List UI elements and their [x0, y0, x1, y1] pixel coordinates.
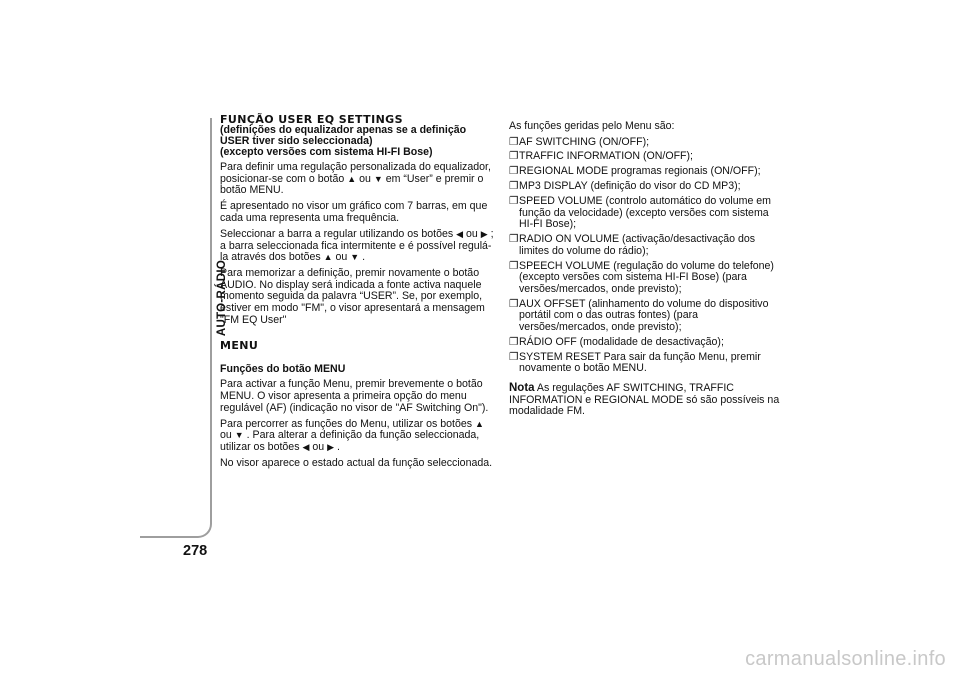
up-arrow-icon: ▲ [474, 418, 484, 429]
down-arrow-icon: ▼ [234, 430, 244, 441]
list-item: ❐MP3 DISPLAY (definição do visor do CD MP3); [509, 180, 741, 193]
menu-functions-list [509, 137, 781, 375]
watermark: carmanualsonline.info [745, 648, 946, 670]
left-arrow-icon: ◀ [302, 441, 310, 452]
up-arrow-icon: ▲ [323, 252, 333, 263]
up-arrow-icon: ▲ [347, 173, 357, 184]
checkbox-bullet-icon: ❐ [509, 180, 519, 193]
menu-heading: MENU [220, 339, 259, 353]
paragraph-select-bar: Seleccionar a barra a regular utilizando os botões ◀ ou ▶ ; a barra seleccionada fica intermitente e é possível regulá-la através dos botões ▲ ou ▼ . [220, 227, 494, 264]
section-subheading-2: (excepto versões com sistema HI-FI Bose) [220, 146, 433, 158]
checkbox-bullet-icon: ❐ [509, 297, 519, 310]
checkbox-bullet-icon: ❐ [509, 165, 519, 178]
menu-functions-intro: As funções geridas pelo Menu são: [509, 120, 675, 132]
checkbox-bullet-icon: ❐ [509, 259, 519, 272]
page-number: 278 [183, 543, 208, 559]
note [509, 383, 781, 418]
checkbox-bullet-icon: ❐ [509, 135, 519, 148]
list-item: ❐TRAFFIC INFORMATION (ON/OFF); [509, 150, 693, 163]
paragraph-menu-navigate: Para percorrer as funções do Menu, utilizar os botões ▲ ou ▼ . Para alterar a definição da função seleccionada, utilizar os botões ◀ ou ▶ . [220, 417, 484, 453]
note-text: As regulações AF SWITCHING, TRAFFIC INFORMATION e REGIONAL MODE só são possíveis na modalidade FM. [509, 381, 780, 418]
section-subheading-1: (definições do equalizador apenas se a definição USER tiver sido seleccionada) [220, 124, 467, 147]
list-item: ❐SPEECH VOLUME (regulação do volume do telefone) (excepto versões com sistema HI-FI Bose) (para versões/mercados, onde previsto); [509, 259, 774, 295]
note-label: Nota [509, 381, 535, 394]
left-arrow-icon: ◀ [456, 228, 464, 239]
down-arrow-icon: ▼ [373, 173, 383, 184]
left-column [220, 114, 495, 474]
list-item: ❐SPEED VOLUME (controlo automático do volume em função da velocidade) (excepto versões com sistema HI-FI Bose); [509, 195, 771, 231]
down-arrow-icon: ▼ [350, 252, 360, 263]
paragraph-menu-status: No visor aparece o estado actual da função seleccionada. [220, 456, 493, 469]
right-arrow-icon: ▶ [327, 441, 334, 452]
page-margin-bar [140, 118, 212, 538]
section-label: AUTO-RÁDIO [216, 259, 228, 337]
paragraph-graph: É apresentado no visor um gráfico com 7 barras, em que cada uma representa uma frequência. [220, 200, 488, 224]
checkbox-bullet-icon: ❐ [509, 350, 519, 363]
paragraph-eq-define: Para definir uma regulação personalizada do equalizador, posicionar-se com o botão ▲ ou ▼ em “User” e premir o botão MENU. [220, 161, 491, 197]
checkbox-bullet-icon: ❐ [509, 150, 519, 163]
list-item: ❐SYSTEM RESET Para sair da função Menu, premir novamente o botão MENU. [509, 350, 761, 375]
list-item: ❐AUX OFFSET (alinhamento do volume do dispositivo portátil com o das outras fontes) (para versões/mercados, onde previsto); [509, 297, 769, 333]
section-heading: FUNÇÃO USER EQ SETTINGS [220, 113, 403, 126]
list-item: ❐RADIO ON VOLUME (activação/desactivação dos limites do volume do rádio); [509, 233, 756, 257]
list-item: ❐REGIONAL MODE programas regionais (ON/OFF); [509, 165, 761, 178]
list-item: ❐AF SWITCHING (ON/OFF); [509, 135, 650, 148]
paragraph-menu-activate: Para activar a função Menu, premir brevemente o botão MENU. O visor apresenta a primeira opção do menu regulável (AF) (indicação no visor de "AF Switching On"). [220, 378, 489, 414]
checkbox-bullet-icon: ❐ [509, 335, 519, 348]
checkbox-bullet-icon: ❐ [509, 233, 519, 246]
menu-subheading: Funções do botão MENU [220, 362, 346, 375]
checkbox-bullet-icon: ❐ [509, 195, 519, 208]
right-arrow-icon: ▶ [480, 228, 488, 239]
right-column [509, 121, 781, 422]
list-item: ❐RÁDIO OFF (modalidade de desactivação); [509, 335, 724, 348]
paragraph-memorize: Para memorizar a definição, premir novamente o botão ÁUDIO. No display será indicada a fonte activa naquele momento seguida da palavra “USER”. Se, por exemplo, estiver em modo "FM", o visor apresentará a mensagem "FM EQ User" [220, 267, 485, 326]
